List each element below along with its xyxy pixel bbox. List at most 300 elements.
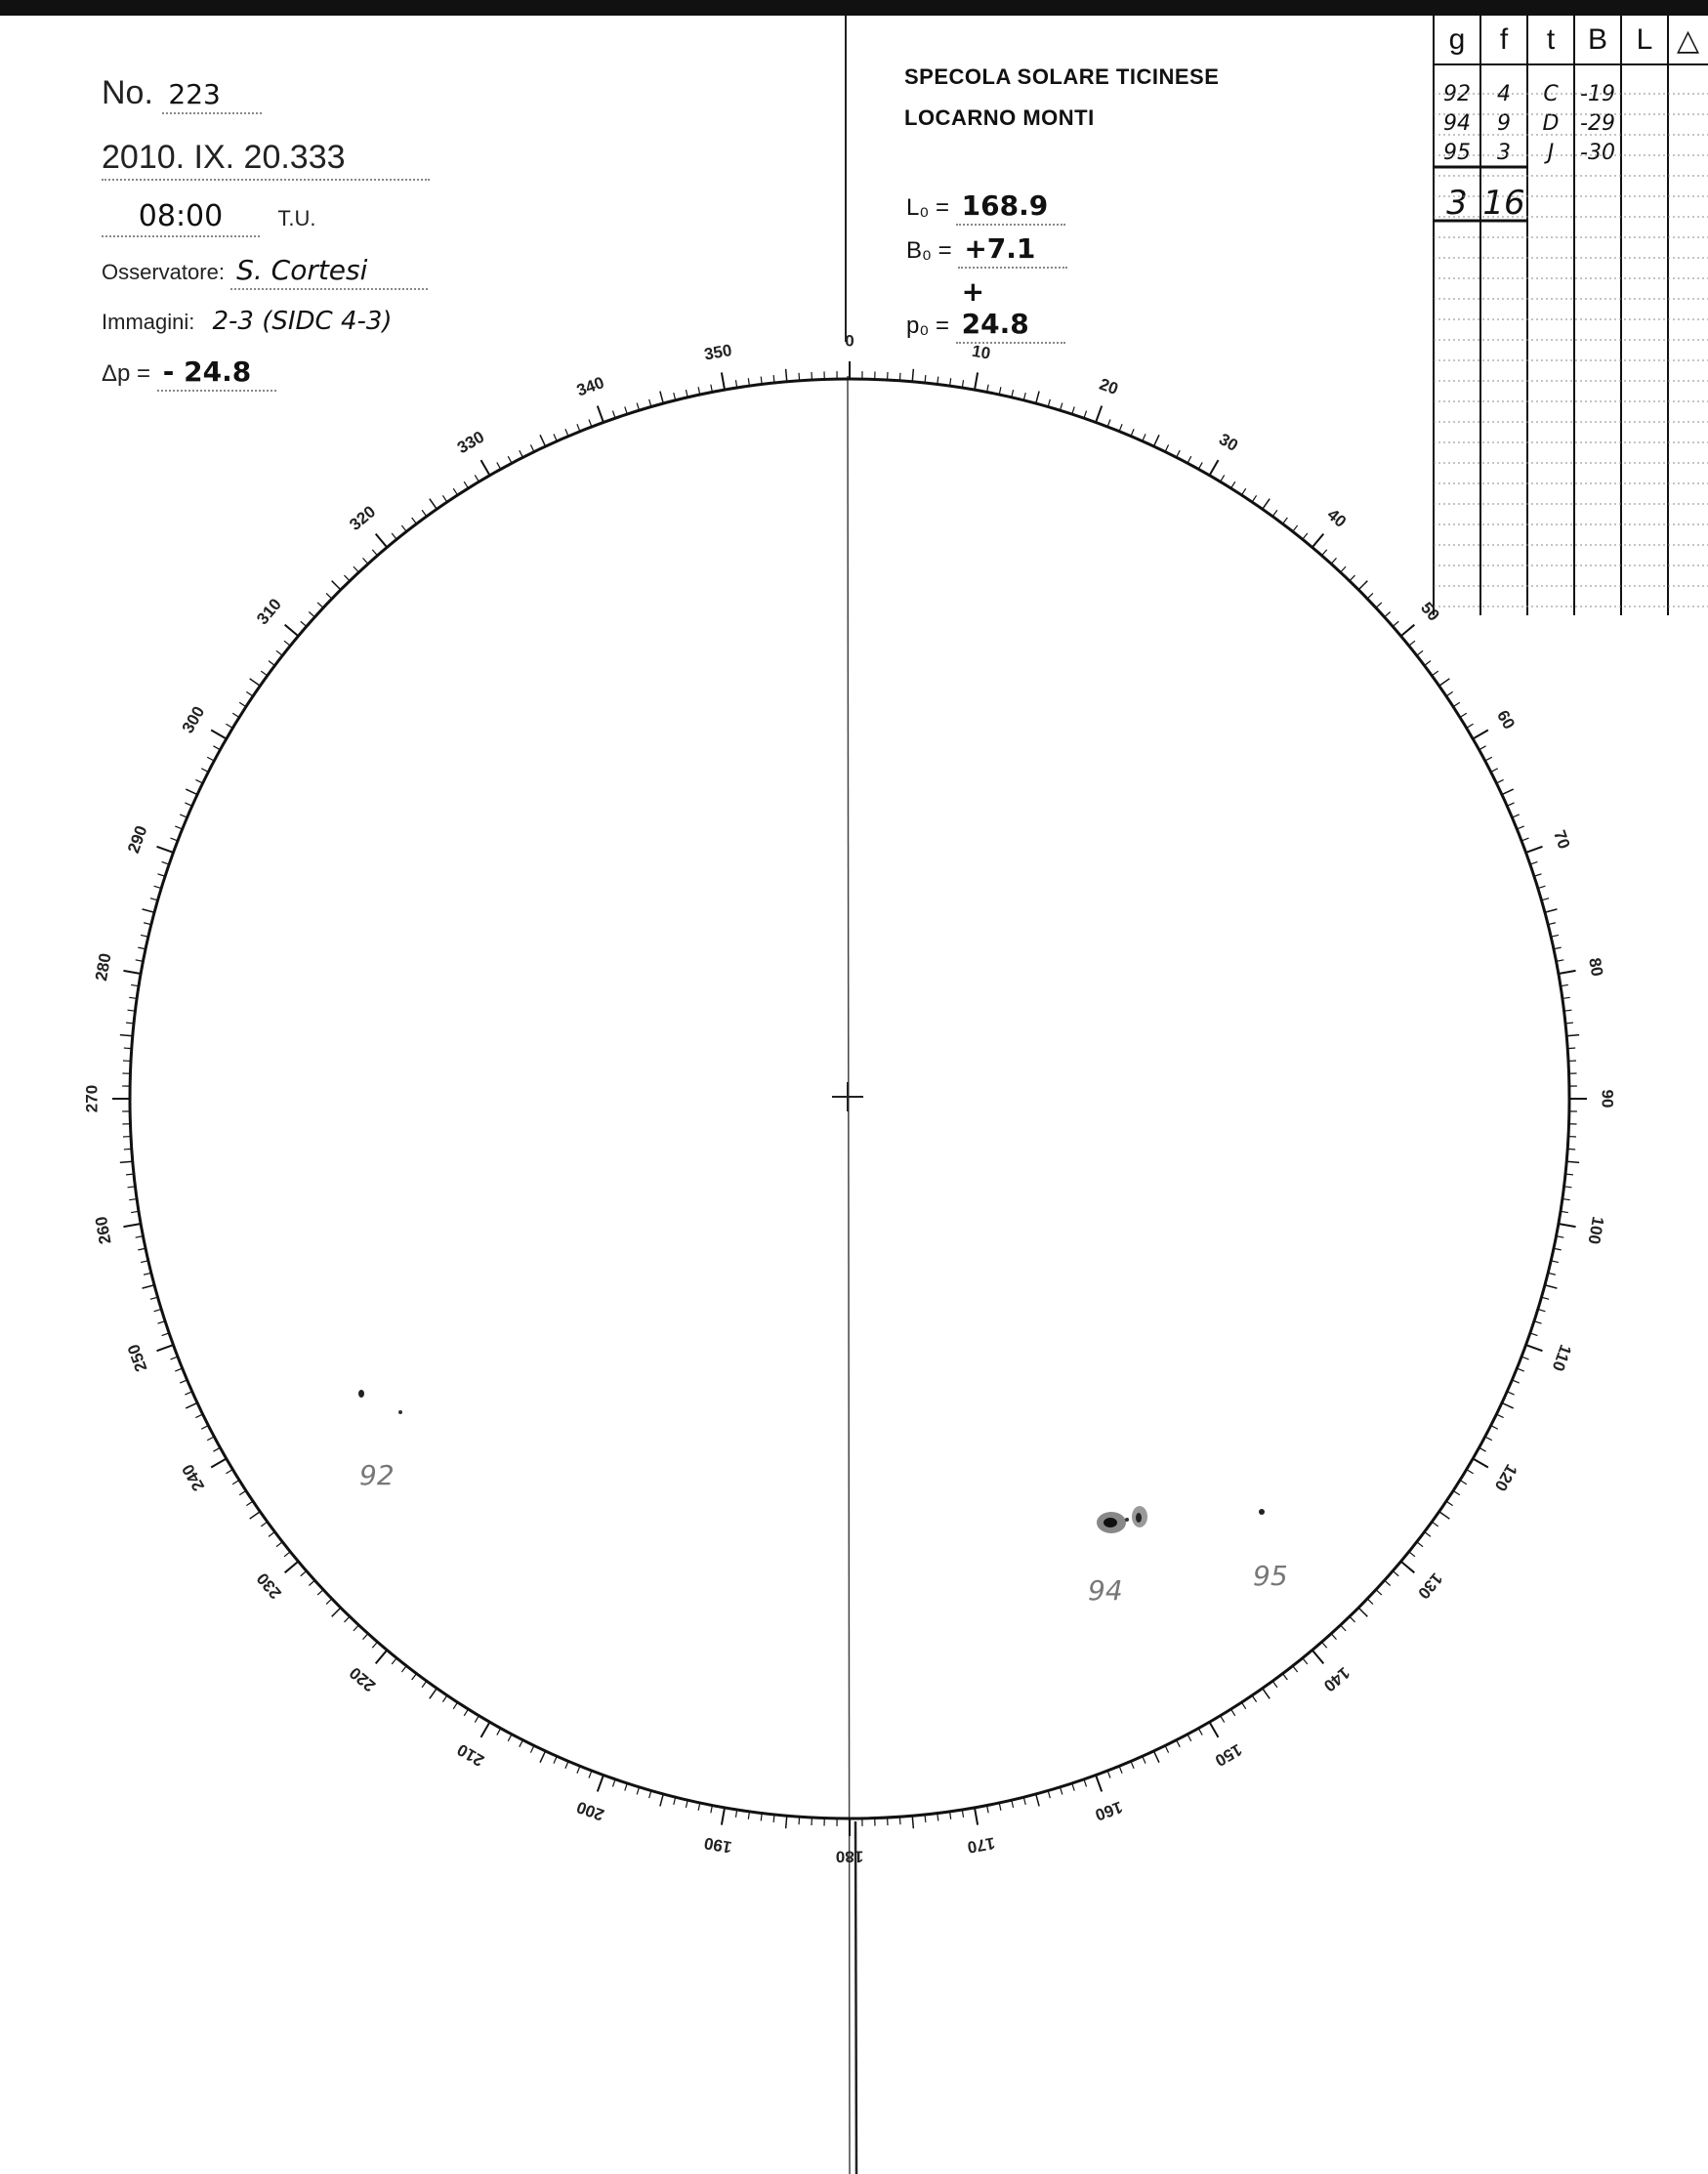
degree-tick — [1131, 429, 1134, 436]
b0-value: +7.1 — [958, 232, 1067, 269]
degree-tick — [497, 462, 501, 469]
degree-tick — [1376, 603, 1382, 607]
degree-tick — [123, 1224, 141, 1227]
degree-tick — [786, 1816, 787, 1828]
degree-tick — [453, 1702, 457, 1709]
degree-tick — [1385, 1580, 1391, 1585]
degree-tick — [309, 1580, 314, 1585]
degree-label: 70 — [1550, 827, 1574, 852]
table-cell: C — [1543, 82, 1559, 106]
degree-tick — [185, 1392, 191, 1395]
number-label: No. — [102, 74, 153, 111]
degree-tick — [185, 803, 191, 806]
degree-tick — [211, 1459, 227, 1468]
degree-tick — [1341, 566, 1346, 572]
degree-tick — [1446, 1501, 1453, 1505]
degree-tick — [475, 475, 479, 481]
degree-tick — [481, 1722, 490, 1737]
degree-tick — [170, 1357, 177, 1359]
degree-tick — [598, 1776, 604, 1792]
degree-tick — [1432, 671, 1437, 676]
degree-tick — [1177, 450, 1181, 457]
degree-tick — [453, 488, 457, 495]
degree-tick — [565, 1761, 568, 1768]
degree-tick — [1303, 533, 1308, 539]
degree-tick — [354, 566, 358, 572]
degree-tick — [1496, 1414, 1503, 1418]
degree-tick — [481, 460, 490, 476]
degree-tick — [1567, 1149, 1575, 1150]
degree-tick — [124, 1149, 132, 1150]
degree-tick — [1221, 1716, 1225, 1723]
degree-tick — [1401, 625, 1415, 637]
degree-tick — [442, 1695, 446, 1702]
degree-tick — [786, 369, 787, 382]
sunspot-group-92 — [358, 1390, 402, 1491]
degree-label: 160 — [1092, 1797, 1125, 1824]
degree-tick — [226, 1470, 232, 1474]
degree-label: 20 — [1097, 374, 1121, 398]
degree-tick — [422, 510, 427, 516]
degree-tick — [232, 713, 239, 717]
degree-tick — [1409, 1552, 1415, 1557]
degree-tick — [1502, 789, 1514, 794]
degree-tick — [1221, 475, 1225, 481]
degree-tick — [1417, 1542, 1423, 1547]
degree-label: 180 — [835, 1847, 864, 1866]
degree-tick — [1512, 815, 1519, 817]
degree-tick — [120, 1161, 133, 1162]
degree-tick — [1566, 1035, 1579, 1036]
degree-tick — [554, 1756, 557, 1763]
degree-label: 310 — [253, 595, 285, 629]
degree-tick — [157, 1345, 174, 1351]
degree-tick — [773, 1815, 774, 1822]
degree-tick — [1036, 392, 1039, 404]
table-cell: 4 — [1497, 82, 1511, 106]
degree-label: 300 — [178, 702, 209, 737]
degree-tick — [372, 1642, 377, 1648]
table-cell: -19 — [1580, 82, 1615, 106]
observatory-location: LOCARNO MONTI — [904, 105, 1095, 130]
degree-tick — [1107, 419, 1110, 426]
degree-tick — [1453, 702, 1460, 706]
degree-tick — [1393, 1571, 1398, 1576]
degree-tick — [1565, 1174, 1573, 1175]
degree-tick — [317, 603, 323, 607]
degree-tick — [372, 550, 377, 556]
degree-tick — [201, 769, 208, 773]
degree-tick — [213, 1447, 220, 1451]
table-header-l: L — [1636, 23, 1653, 56]
degree-tick — [412, 1674, 417, 1680]
degree-tick — [1341, 1625, 1346, 1631]
sunspot — [398, 1410, 402, 1414]
degree-tick — [899, 373, 900, 381]
degree-label: 30 — [1216, 429, 1241, 455]
degree-tick — [925, 1815, 926, 1822]
degree-tick — [1153, 435, 1158, 446]
degree-tick — [246, 1501, 253, 1505]
degree-tick — [332, 1608, 341, 1616]
degree-label: 190 — [702, 1833, 733, 1858]
degree-tick — [195, 1414, 202, 1418]
degree-tick — [1283, 1674, 1288, 1680]
degree-label: 60 — [1493, 707, 1520, 732]
degree-tick — [1303, 1658, 1308, 1664]
degree-tick — [1566, 1161, 1579, 1162]
degree-tick — [577, 1766, 580, 1773]
degree-tick — [540, 1751, 545, 1763]
degree-tick — [1517, 1368, 1523, 1371]
degree-tick — [565, 429, 568, 436]
p0-label: p₀ = — [906, 313, 949, 339]
degree-label: 120 — [1490, 1460, 1521, 1495]
table-header-g: g — [1448, 23, 1466, 56]
degree-tick — [1107, 1771, 1110, 1777]
central-axis — [848, 376, 850, 2174]
degree-tick — [309, 611, 314, 616]
degree-tick — [284, 641, 290, 646]
degree-tick — [376, 534, 388, 548]
degree-tick — [362, 558, 367, 564]
degree-tick — [1567, 1048, 1575, 1049]
degree-tick — [430, 1689, 437, 1699]
degree-tick — [276, 1542, 282, 1547]
images-value: 2-3 (SIDC 4-3) — [212, 307, 393, 336]
degree-tick — [1153, 1751, 1158, 1763]
degree-tick — [284, 1552, 290, 1557]
degree-label: 350 — [702, 340, 733, 364]
degree-label: 280 — [91, 951, 115, 982]
number-value: 223 — [162, 78, 262, 114]
degree-tick — [1187, 1735, 1191, 1741]
degree-tick — [589, 1771, 592, 1777]
degree-tick — [1521, 838, 1528, 841]
degree-tick — [1439, 679, 1450, 686]
degree-tick — [354, 1625, 358, 1631]
sunspot-umbra — [1104, 1518, 1117, 1527]
degree-tick — [1198, 1729, 1202, 1735]
degree-tick — [269, 1532, 274, 1537]
degree-tick — [430, 499, 437, 510]
degree-tick — [589, 419, 592, 426]
degree-tick — [660, 392, 663, 404]
table-grid — [1434, 16, 1708, 615]
sunspot — [358, 1390, 364, 1398]
degree-tick — [1143, 434, 1146, 440]
degree-tick — [326, 1599, 332, 1605]
degree-tick — [975, 1808, 978, 1825]
degree-tick — [1143, 1756, 1146, 1763]
degree-tick — [180, 1380, 187, 1383]
degree-tick — [376, 1651, 388, 1664]
axis-bottom — [855, 1821, 856, 2174]
degree-label: 240 — [178, 1460, 209, 1495]
date-value: 2010. IX. 20.333 — [102, 139, 430, 181]
degree-tick — [598, 406, 604, 423]
table-cell: 95 — [1443, 141, 1471, 165]
degree-tick — [1293, 1666, 1298, 1672]
degree-tick — [1231, 481, 1235, 488]
table-cell: 3 — [1497, 141, 1511, 165]
degree-tick — [1479, 746, 1486, 750]
table-header-b: B — [1587, 23, 1607, 56]
degree-tick — [530, 1745, 534, 1752]
degree-tick — [1545, 909, 1558, 912]
degree-tick — [1559, 1224, 1576, 1227]
table-total-spots: 16 — [1482, 184, 1525, 223]
degree-tick — [126, 1174, 134, 1175]
degree-tick — [1376, 1590, 1382, 1595]
degree-tick — [1496, 779, 1503, 783]
degree-tick — [180, 815, 187, 817]
degree-tick — [1252, 1695, 1256, 1702]
degree-tick — [1312, 1651, 1324, 1664]
degree-tick — [912, 369, 913, 382]
degree-label: 100 — [1584, 1215, 1608, 1246]
degree-tick — [326, 593, 332, 599]
degree-tick — [508, 1735, 512, 1741]
degree-tick — [1241, 1702, 1245, 1709]
degree-tick — [1526, 1345, 1543, 1351]
sunspot-umbra — [1136, 1513, 1142, 1523]
degree-tick — [1559, 971, 1576, 974]
table-header-f: f — [1499, 23, 1509, 56]
degree-tick — [239, 702, 246, 706]
images-label: Immagini: — [102, 310, 195, 334]
degree-tick — [1263, 1689, 1270, 1699]
degree-tick — [250, 1512, 261, 1519]
observer-value: S. Cortesi — [230, 254, 428, 290]
degree-tick — [1485, 1437, 1492, 1441]
degree-tick — [207, 757, 214, 761]
degree-tick — [540, 435, 545, 446]
sunspot — [1259, 1509, 1265, 1515]
degree-tick — [401, 1666, 406, 1672]
degree-tick — [1425, 1532, 1431, 1537]
degree-tick — [1439, 1512, 1450, 1519]
degree-tick — [1036, 1794, 1039, 1807]
degree-label: 210 — [453, 1739, 488, 1771]
degree-tick — [1512, 1380, 1519, 1383]
degree-tick — [392, 1658, 396, 1664]
degree-label: 130 — [1414, 1568, 1446, 1603]
degree-tick — [660, 1794, 663, 1807]
degree-tick — [1507, 803, 1514, 806]
degree-tick — [276, 650, 282, 655]
table-total-groups: 3 — [1446, 184, 1468, 223]
table-cell: -30 — [1580, 141, 1615, 165]
sunspot-group-95 — [1253, 1509, 1288, 1592]
degree-tick — [1210, 1722, 1219, 1737]
degree-label: 290 — [124, 823, 151, 857]
degree-tick — [1432, 1522, 1437, 1526]
degree-tick — [120, 1035, 133, 1036]
sunspot-group-label: 94 — [1088, 1574, 1123, 1607]
degree-tick — [175, 826, 182, 829]
degree-tick — [1521, 1357, 1528, 1359]
degree-tick — [1502, 1402, 1514, 1407]
table-cell: 9 — [1497, 111, 1511, 136]
degree-tick — [1331, 1634, 1336, 1640]
degree-tick — [246, 691, 253, 695]
degree-tick — [412, 518, 417, 523]
degree-tick — [464, 1709, 468, 1716]
degree-tick — [143, 1285, 155, 1288]
sunspot-group-94 — [1088, 1506, 1147, 1607]
sunspot-group-label: 95 — [1253, 1560, 1288, 1592]
degree-tick — [1252, 495, 1256, 502]
degree-tick — [1409, 641, 1415, 646]
degree-tick — [475, 1716, 479, 1723]
degree-tick — [285, 1562, 299, 1573]
degree-tick — [1272, 510, 1277, 516]
degree-tick — [211, 731, 227, 739]
degree-tick — [975, 372, 978, 390]
degree-label: 220 — [346, 1663, 380, 1695]
degree-tick — [1165, 1745, 1169, 1752]
degree-label: 200 — [574, 1797, 607, 1824]
degree-tick — [912, 1816, 913, 1828]
degree-tick — [1453, 1490, 1460, 1494]
degree-tick — [195, 779, 202, 783]
degree-tick — [261, 1522, 267, 1526]
degree-tick — [344, 1616, 350, 1622]
degree-tick — [1096, 406, 1102, 423]
degree-tick — [1322, 1642, 1327, 1648]
degree-tick — [250, 679, 261, 686]
degree-tick — [464, 481, 468, 488]
degree-tick — [1473, 731, 1488, 739]
degree-label: 230 — [253, 1568, 285, 1603]
degree-tick — [1283, 518, 1288, 523]
degree-tick — [175, 1368, 182, 1371]
degree-tick — [1350, 1616, 1355, 1622]
degree-tick — [344, 575, 350, 581]
degree-label: 330 — [453, 427, 488, 458]
degree-tick — [520, 450, 523, 457]
dp-label: Δp = — [102, 360, 151, 387]
degree-label: 270 — [82, 1084, 102, 1113]
degree-tick — [362, 1634, 367, 1640]
degree-label: 150 — [1211, 1739, 1246, 1771]
p0-value: + 24.8 — [956, 275, 1065, 344]
degree-tick — [186, 789, 197, 794]
degree-tick — [301, 1571, 307, 1576]
degree-tick — [520, 1740, 523, 1747]
degree-tick — [722, 372, 725, 390]
degree-tick — [285, 625, 299, 637]
observatory-name: SPECOLA SOLARE TICINESE — [904, 64, 1220, 89]
degree-tick — [1263, 499, 1270, 510]
degree-tick — [799, 373, 800, 381]
sunspot-group-label: 92 — [359, 1459, 395, 1491]
degree-tick — [232, 1481, 239, 1484]
degree-tick — [1358, 581, 1367, 590]
degree-tick — [1485, 757, 1492, 761]
degree-label: 10 — [970, 341, 992, 363]
degree-tick — [1177, 1740, 1181, 1747]
degree-tick — [899, 1817, 900, 1824]
degree-tick — [1467, 1470, 1474, 1474]
degree-tick — [170, 838, 177, 841]
degree-tick — [1096, 1776, 1102, 1792]
degree-tick — [530, 444, 534, 451]
degree-tick — [422, 1681, 427, 1687]
time-value: 08:00 — [102, 199, 260, 237]
time-unit: T.U. — [277, 206, 316, 230]
degree-tick — [1467, 724, 1474, 728]
degree-tick — [1460, 713, 1467, 717]
table-header-t: t — [1546, 23, 1556, 56]
degree-tick — [392, 533, 396, 539]
degree-tick — [1425, 661, 1431, 666]
degree-tick — [442, 495, 446, 502]
degree-tick — [722, 1808, 725, 1825]
degree-label: 90 — [1598, 1089, 1617, 1108]
degree-tick — [157, 847, 174, 853]
degree-tick — [497, 1729, 501, 1735]
degree-tick — [124, 1048, 132, 1049]
degree-tick — [1565, 1023, 1573, 1024]
degree-tick — [1119, 424, 1122, 431]
degree-tick — [1473, 1459, 1488, 1468]
degree-tick — [1198, 462, 1202, 469]
dp-value: - 24.8 — [157, 355, 276, 392]
degree-tick — [508, 456, 512, 463]
degree-label: 140 — [1319, 1663, 1354, 1695]
degree-tick — [1119, 1766, 1122, 1773]
table-cell: 92 — [1443, 82, 1471, 106]
degree-tick — [1401, 1562, 1415, 1573]
degree-label: 170 — [966, 1833, 997, 1858]
degree-tick — [261, 671, 267, 676]
degree-label: 110 — [1548, 1342, 1575, 1374]
degree-tick — [1517, 826, 1523, 829]
degree-tick — [186, 1402, 197, 1407]
degree-tick — [1350, 575, 1355, 581]
degree-tick — [1331, 558, 1336, 564]
table-cell: -29 — [1580, 111, 1615, 136]
b0-label: B₀ = — [906, 237, 952, 264]
table-cell: 94 — [1443, 111, 1471, 136]
degree-tick — [1312, 534, 1324, 548]
degree-tick — [773, 375, 774, 383]
degree-tick — [1479, 1447, 1486, 1451]
degree-label: 260 — [91, 1215, 115, 1246]
degree-label: 50 — [1417, 598, 1443, 625]
degree-tick — [1210, 460, 1219, 476]
degree-tick — [1460, 1481, 1467, 1484]
l0-value: 168.9 — [956, 189, 1065, 226]
degree-label: 0 — [845, 331, 854, 351]
degree-tick — [1526, 847, 1543, 853]
table-cell: D — [1542, 111, 1560, 136]
degree-tick — [1545, 1285, 1558, 1288]
degree-tick — [577, 424, 580, 431]
degree-tick — [269, 661, 274, 666]
degree-label: 340 — [574, 373, 607, 400]
degree-label: 250 — [124, 1341, 151, 1374]
degree-tick — [332, 581, 341, 590]
degree-tick — [1231, 1709, 1235, 1716]
degree-tick — [1165, 444, 1169, 451]
degree-tick — [925, 375, 926, 383]
degree-tick — [1293, 525, 1298, 531]
degree-tick — [1507, 1392, 1514, 1395]
degree-tick — [317, 1590, 323, 1595]
